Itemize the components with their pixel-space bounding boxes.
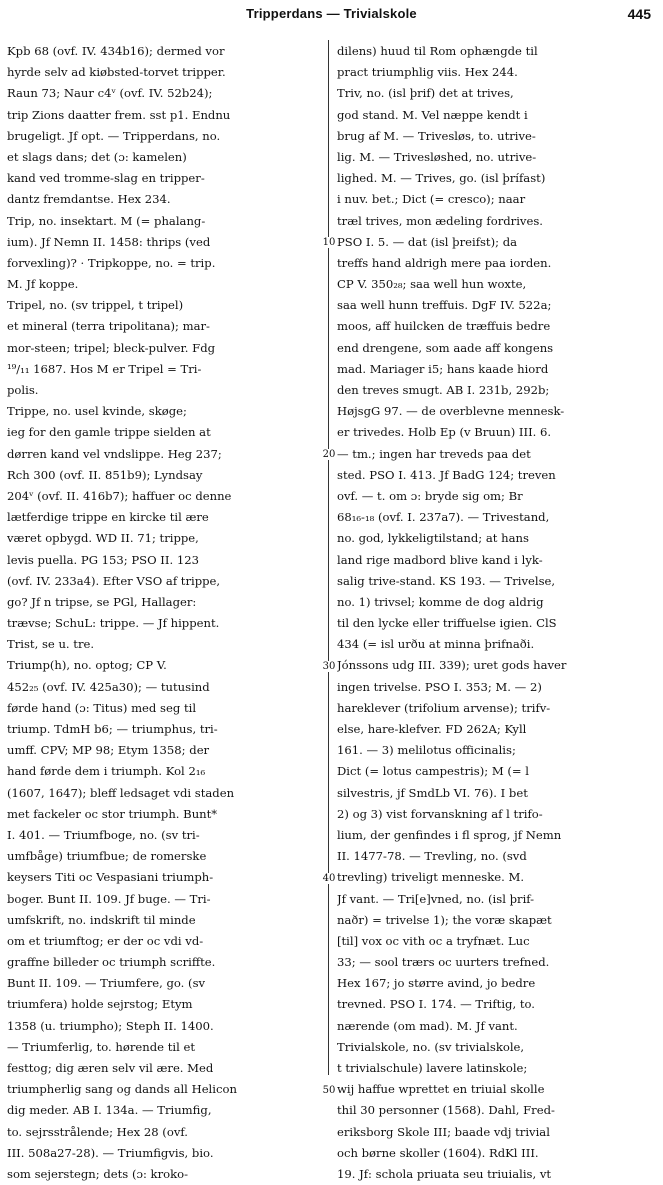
text-line: end drengene, som aade aff kongens	[337, 340, 554, 355]
text-line: Trist, se u. tre.	[7, 637, 95, 652]
text-line: hyrde selv ad kiøbsted-torvet tripper.	[7, 65, 226, 80]
text-line: Jf vant. — Tri[e]vned, no. (isl þrif-	[337, 891, 535, 906]
page-header	[0, 6, 663, 28]
text-line: ovf. — t. om ɔ: bryde sig om; Br	[337, 488, 523, 503]
text-line: dørren kand vel vndslippe. Heg 237;	[7, 446, 222, 461]
text-line: I. 401. — Triumfboge, no. (sv tri-	[7, 827, 200, 842]
text-line: else, hare-klefver. FD 262A; Kyll	[337, 722, 527, 736]
text-line: Kpb 68 (ovf. IV. 434b16); dermed vor	[7, 44, 225, 58]
text-line: Hex 167; jo større avind, jo bedre	[337, 976, 536, 991]
text-line: som sejerstegn; dets (ɔ: kroko-	[7, 1166, 189, 1181]
text-line: Rch 300 (ovf. II. 851b9); Lyndsay	[7, 467, 203, 482]
text-line: salig trive-stand. KS 193. — Trivelse,	[337, 573, 556, 588]
text-line: triump. TdmH b6; — triumphus, tri-	[7, 722, 218, 736]
text-line: hareklever (trifolium arvense); trifv-	[337, 700, 551, 715]
text-line: kand ved tromme-slag en tripper-	[7, 171, 205, 186]
line-number: 50	[322, 1084, 336, 1096]
text-line: 434 (= isl urðu at minna þrifnaði.	[337, 637, 535, 652]
text-line: Jónssons udg III. 339); uret gods haver	[337, 658, 567, 673]
text-line: om et triumftog; er der oc vdi vd-	[7, 933, 204, 948]
text-line: wij haffue wprettet en triuial skolle	[337, 1082, 545, 1097]
text-line: et slags dans; det (ɔ: kamelen)	[7, 149, 187, 164]
text-line: polis.	[7, 383, 39, 397]
text-line: Triump(h), no. optog; CP V.	[7, 658, 167, 673]
text-line: træl trives, mon ædeling fordrives.	[337, 213, 543, 228]
text-line: lig. M. — Trivesløshed, no. utrive-	[337, 149, 537, 164]
text-line: ieg for den gamle trippe sielden at	[7, 425, 211, 440]
left-column	[7, 41, 315, 1185]
text-line: treffs hand aldrigh mere paa iorden.	[337, 255, 552, 270]
text-line: Bunt II. 109. — Triumfere, go. (sv	[7, 976, 206, 991]
text-line: mad. Mariager i5; hans kaade hiord	[337, 361, 549, 376]
text-line: och børne skoller (1604). RdKl III.	[337, 1145, 539, 1160]
text-line: Trip, no. insektart. M (= phalang-	[7, 213, 206, 228]
text-line: Raun 73; Naur c4ᵛ (ovf. IV. 52b24);	[7, 86, 213, 101]
text-line: (1607, 1647); bleff ledsaget vdi staden	[7, 785, 235, 800]
text-line: trevling) triveligt menneske. M.	[337, 870, 525, 885]
text-line: brug af M. — Trivesløs, to. utrive-	[337, 128, 536, 143]
text-line: hand førde dem i triumph. Kol 2₁₆	[7, 764, 206, 779]
text-line: moos, aff huilcken de træffuis bedre	[337, 319, 551, 334]
text-line: i nuv. bet.; Dict (= cresco); naar	[337, 192, 526, 207]
text-line: III. 508a27-28). — Triumfigvis, bio.	[7, 1145, 214, 1160]
text-line: trævse; SchuL: trippe. — Jf hippent.	[7, 616, 220, 631]
text-line: umff. CPV; MP 98; Etym 1358; der	[7, 743, 210, 758]
text-line: Dict (= lotus campestris); M (= l	[337, 764, 530, 779]
text-line: ¹⁹/₁₁ 1687. Hos M er Tripel = Tri-	[7, 361, 202, 376]
text-line: 161. — 3) melilotus officinalis;	[337, 743, 516, 758]
line-number: 20	[322, 448, 336, 460]
text-line: trip Zions daatter frem. sst p1. Endnu	[7, 107, 231, 122]
text-line: god stand. M. Vel næppe kendt i	[337, 107, 528, 122]
text-line: 19. Jf: schola priuata seu triuialis, vt	[337, 1166, 552, 1181]
text-line: to. sejrsstrålende; Hex 28 (ovf.	[7, 1124, 188, 1139]
text-line: den treves smugt. AB I. 231b, 292b;	[337, 383, 550, 397]
text-line: naðr) = trivelse 1); the voræ skapæt	[337, 912, 552, 927]
text-line: (ovf. IV. 233a4). Efter VSO af trippe,	[7, 573, 221, 588]
column-divider	[328, 40, 329, 1075]
text-line: land rige madbord blive kand i lyk-	[337, 552, 543, 567]
text-line: dilens) huud til Rom ophængde til	[337, 44, 538, 58]
text-line: førde hand (ɔ: Titus) med seg til	[7, 700, 197, 715]
text-line: [til] vox oc vith oc a tryfnæt. Luc	[337, 933, 530, 948]
text-line: CP V. 350₂₈; saa well hun woxte,	[337, 277, 527, 292]
text-line: lium, der genfindes i fl sprog, jf Nemn	[337, 827, 562, 842]
text-line: sted. PSO I. 413. Jf BadG 124; treven	[337, 467, 556, 482]
text-line: Tripel, no. (sv trippel, t tripel)	[7, 298, 184, 313]
text-line: eriksborg Skole III; baade vdj trivial	[337, 1124, 550, 1139]
text-line: t trivialschule) lavere latinskole;	[337, 1061, 528, 1075]
text-line: — tm.; ingen har treveds paa det	[337, 446, 531, 461]
text-line: ingen trivelse. PSO I. 353; M. — 2)	[337, 679, 542, 694]
text-line: Trivialskole, no. (sv trivialskole,	[337, 1039, 525, 1054]
text-line: thil 30 personner (1568). Dahl, Fred-	[337, 1103, 555, 1118]
line-number: 40	[322, 872, 336, 884]
text-line: trevned. PSO I. 174. — Triftig, to.	[337, 997, 535, 1012]
text-line: festtog; dig æren selv vil ære. Med	[7, 1061, 214, 1075]
text-line: Trippe, no. usel kvinde, skøge;	[7, 404, 187, 419]
text-line: umfskrift, no. indskrift til minde	[7, 912, 196, 927]
text-line: 33; — sool trærs oc uurters trefned.	[337, 955, 550, 970]
text-line: forvexling)? · Tripkoppe, no. = trip.	[7, 255, 216, 270]
text-line: saa well hunn treffuis. DgF IV. 522a;	[337, 298, 552, 313]
page-number: 445	[627, 6, 651, 22]
text-line: 1358 (u. triumpho); Steph II. 1400.	[7, 1018, 214, 1033]
line-number: 10	[322, 236, 336, 248]
text-line: er trivedes. Holb Ep (v Bruun) III. 6.	[337, 425, 552, 440]
line-number: 30	[322, 660, 336, 672]
text-line: til den lycke eller triffuelse igien. ClS	[337, 616, 557, 631]
text-line: et mineral (terra tripolitana); mar-	[7, 319, 210, 334]
text-line: no. god, lykkeligtilstand; at hans	[337, 531, 529, 546]
text-line: keysers Titi oc Vespasiani triumph-	[7, 870, 214, 885]
text-line: ium). Jf Nemn II. 1458: thrips (ved	[7, 234, 211, 249]
text-line: II. 1477-78. — Trevling, no. (svd	[337, 849, 527, 864]
text-line: nærende (om mad). M. Jf vant.	[337, 1018, 518, 1033]
text-line: 204ᵛ (ovf. II. 416b7); haffuer oc denne	[7, 488, 232, 503]
text-line: PSO I. 5. — dat (isl þreifst); da	[337, 234, 518, 249]
text-line: dantz fremdantse. Hex 234.	[7, 192, 171, 207]
text-line: met fackeler oc stor triumph. Bunt*	[7, 806, 218, 821]
text-line: dig meder. AB I. 134a. — Triumfig,	[7, 1103, 212, 1118]
text-line: silvestris, jf SmdLb VI. 76). I bet	[337, 785, 528, 800]
text-line: no. 1) trivsel; komme de dog aldrig	[337, 594, 544, 609]
text-line: 2) og 3) vist forvanskning af l trifo-	[337, 806, 543, 821]
text-line: go? Jf n tripse, se PGl, Hallager:	[7, 594, 197, 609]
text-line: levis puella. PG 153; PSO II. 123	[7, 552, 199, 567]
text-line: triumpherlig sang og dands all Helicon	[7, 1082, 237, 1097]
text-line: mor-steen; tripel; bleck-pulver. Fdg	[7, 340, 216, 355]
text-line: HøjsgG 97. — de overblevne mennesk-	[337, 404, 565, 419]
text-line: pract triumphlig viis. Hex 244.	[337, 65, 518, 80]
text-line: 68₁₆-₁₈ (ovf. I. 237a7). — Trivestand,	[337, 510, 550, 525]
text-line: været opbygd. WD II. 71; trippe,	[7, 531, 199, 546]
text-line: boger. Bunt II. 109. Jf buge. — Tri-	[7, 891, 211, 906]
text-line: brugeligt. Jf opt. — Tripperdans, no.	[7, 128, 221, 143]
text-line: lætferdige trippe en kircke til ære	[7, 510, 209, 525]
text-line: umfbåge) triumfbue; de romerske	[7, 849, 207, 864]
text-line: 452₂₅ (ovf. IV. 425a30); — tutusind	[7, 679, 210, 694]
text-line: graffne billeder oc triumph scriffte.	[7, 955, 216, 970]
right-column	[337, 41, 657, 1185]
text-line: Triv, no. (isl þrif) det at trives,	[337, 86, 514, 101]
text-line: M. Jf koppe.	[7, 277, 79, 292]
running-head: Tripperdans — Trivialskole	[246, 6, 417, 21]
text-line: lighed. M. — Trives, go. (isl þrífast)	[337, 171, 546, 186]
text-line: triumfera) holde sejrstog; Etym	[7, 997, 193, 1012]
text-line: — Triumferlig, to. hørende til et	[7, 1039, 195, 1054]
